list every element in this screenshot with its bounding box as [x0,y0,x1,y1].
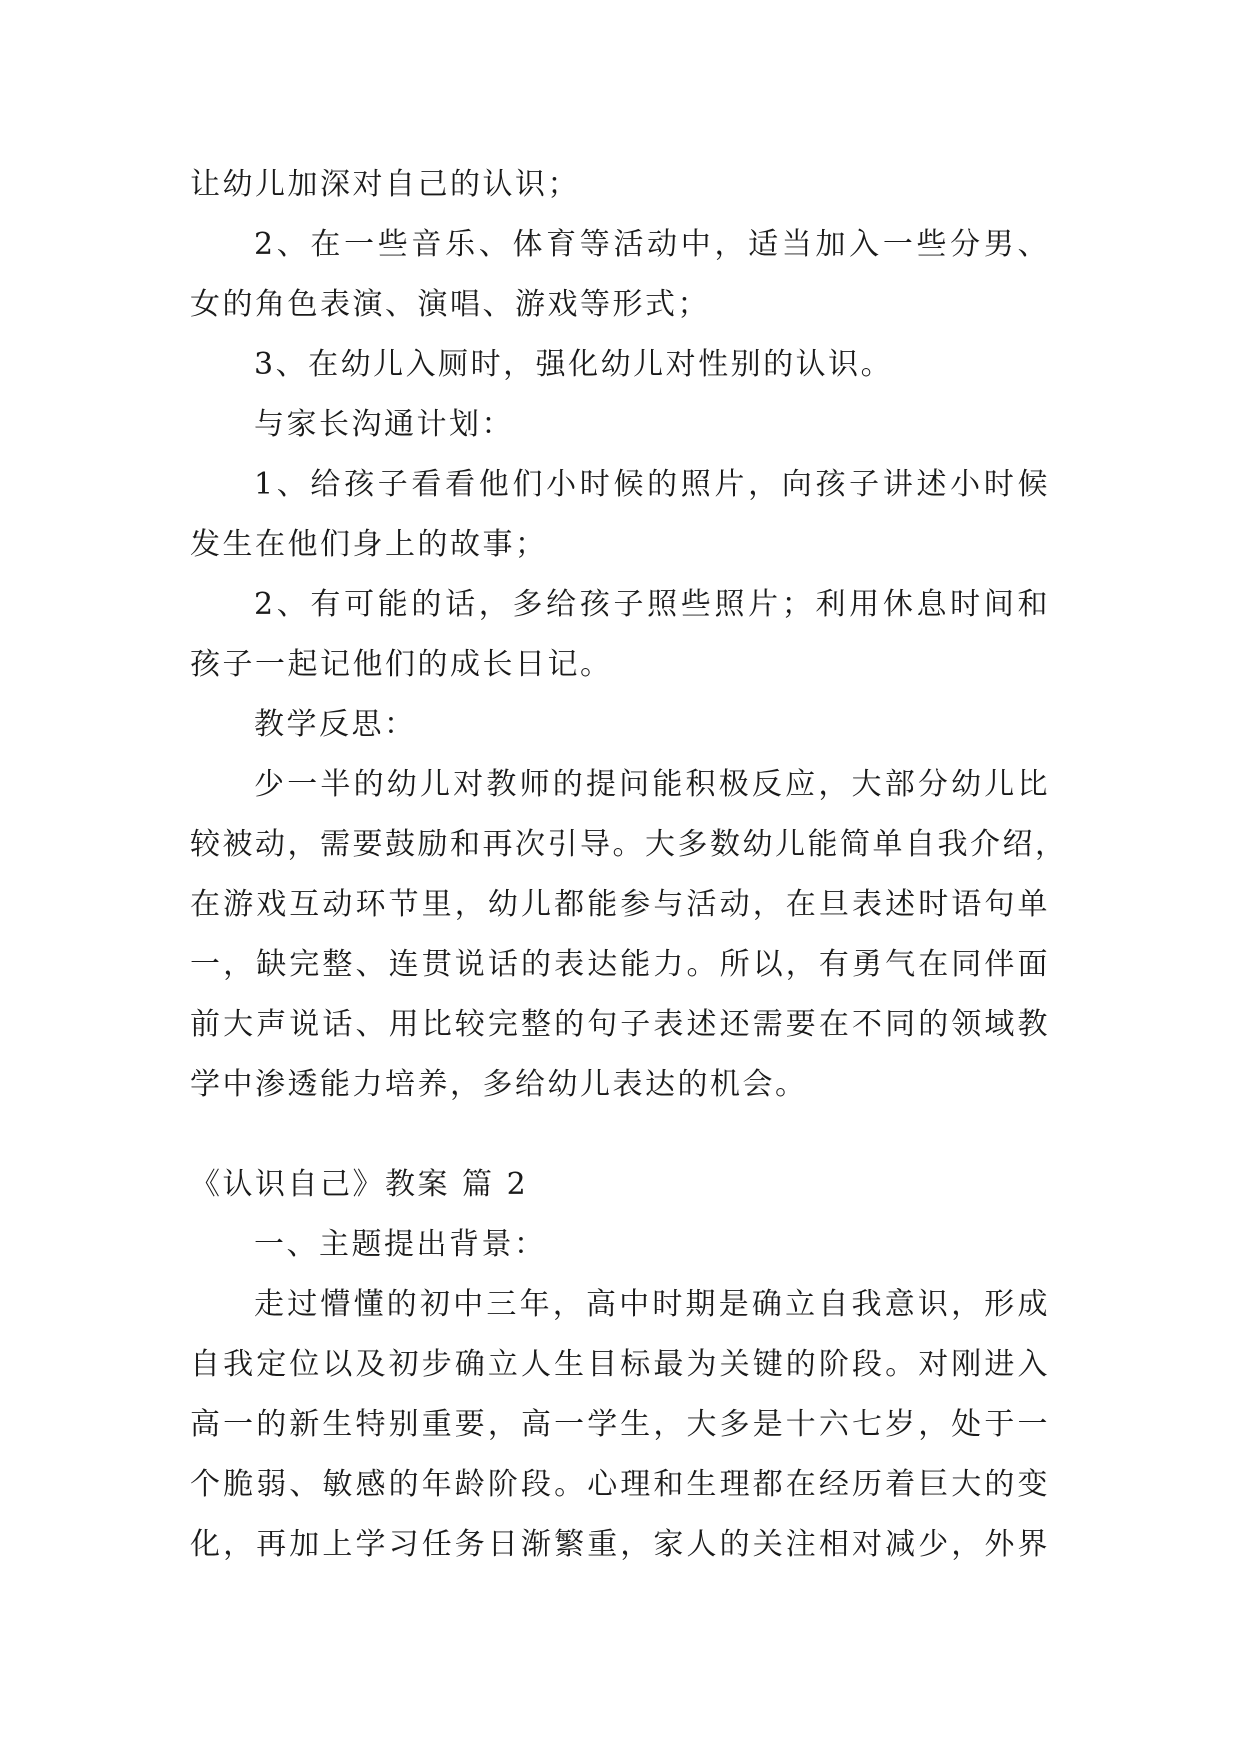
text-line: 2、在一些音乐、体育等活动中，适当加入一些分男、 [254,227,1050,262]
text-line: 少一半的幼儿对教师的提问能积极反应，大部分幼儿比 [254,767,1050,802]
section-label: 与家长沟通计划： [254,407,514,442]
text-line: 发生在他们身上的故事； [190,527,548,562]
text-line: 女的角色表演、演唱、游戏等形式； [190,287,710,322]
text-line: 在游戏互动环节里，幼儿都能参与活动，在旦表述时语句单 [190,887,1050,922]
text-line: 较被动，需要鼓励和再次引导。大多数幼儿能简单自我介绍， [190,827,1068,862]
text-line: 高一的新生特别重要，高一学生，大多是十六七岁，处于一 [190,1407,1050,1442]
text-line: 让幼儿加深对自己的认识； [190,167,580,202]
text-line: 走过懵懂的初中三年，高中时期是确立自我意识，形成 [254,1287,1050,1322]
text-line: 1、给孩子看看他们小时候的照片，向孩子讲述小时候 [254,467,1050,502]
text-line: 化，再加上学习任务日渐繁重，家人的关注相对减少，外界 [190,1527,1050,1562]
text-line: 3、在幼儿入厕时，强化幼儿对性别的认识。 [254,347,894,382]
text-line: 前大声说话、用比较完整的句子表述还需要在不同的领域教 [190,1007,1050,1042]
text-line: 个脆弱、敏感的年龄阶段。心理和生理都在经历着巨大的变 [190,1467,1050,1502]
text-line: 2、有可能的话，多给孩子照些照片；利用休息时间和 [254,587,1050,622]
text-line: 一，缺完整、连贯说话的表达能力。所以，有勇气在同伴面 [190,947,1050,982]
section-label: 一、主题提出背景： [254,1227,547,1262]
section-heading: 《认识自己》教案 篇 2 [190,1167,529,1202]
text-line: 自我定位以及初步确立人生目标最为关键的阶段。对刚进入 [190,1347,1050,1382]
text-line: 孩子一起记他们的成长日记。 [190,647,613,682]
section-label: 教学反思： [254,707,417,742]
text-line: 学中渗透能力培养，多给幼儿表达的机会。 [190,1067,808,1102]
